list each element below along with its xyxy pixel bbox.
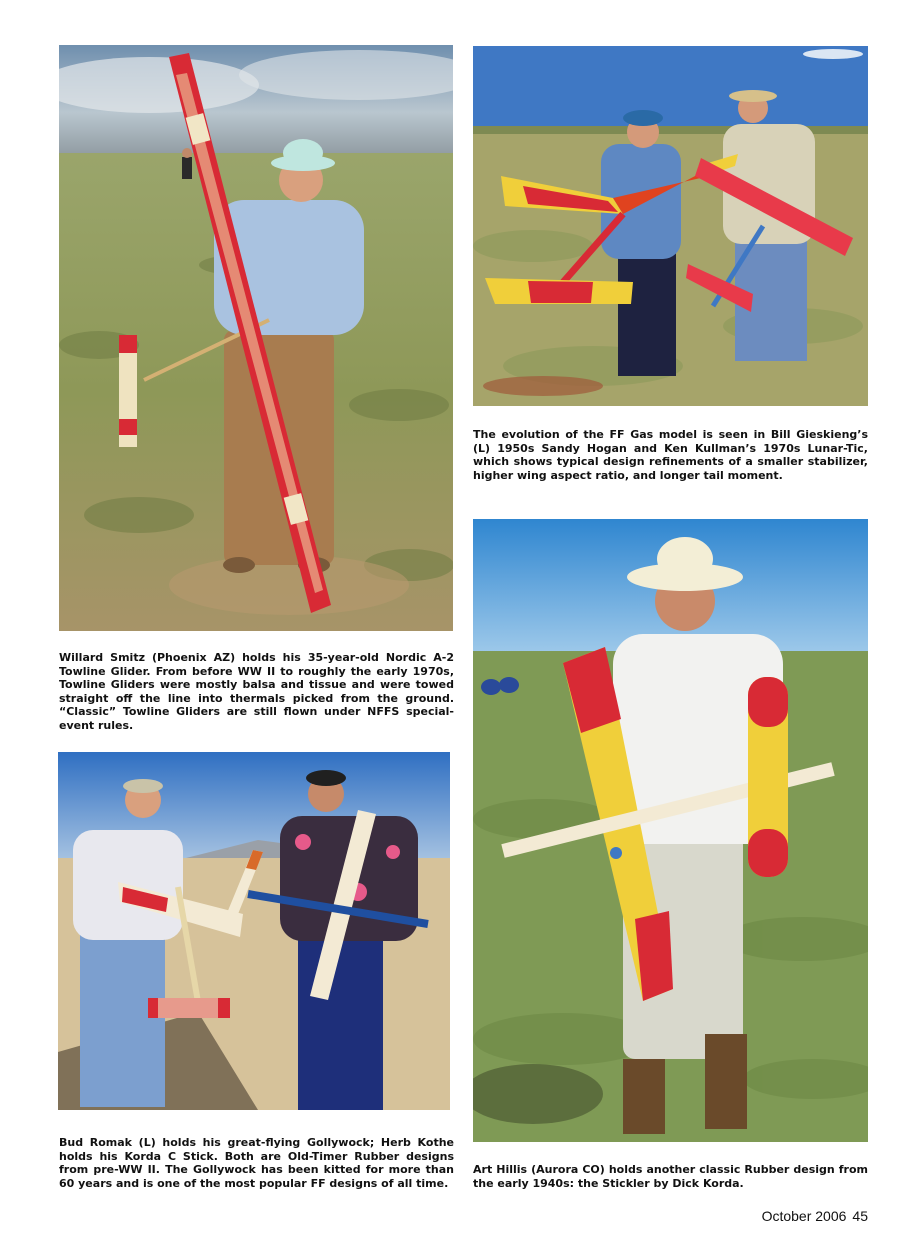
- caption-towline-glider: Willard Smitz (Phoenix AZ) holds his 35-year-old Nordic A-2 Towline Glider. From before WW II to roughly the early 1970s, Towline Gliders were mostly balsa and tissue and were towed straight off the line into thermals picked from the ground. “Classic” Towline Gliders are still flown under NFFS special-event rules.: [59, 651, 454, 732]
- photo-stickler: [473, 519, 868, 1142]
- rubber-models-image: [58, 752, 450, 1110]
- photo-towline-glider: [59, 45, 453, 631]
- caption-gas-models: The evolution of the FF Gas model is seen in Bill Gieskieng’s (L) 1950s Sandy Hogan and Ken Kullman’s 1970s Lunar-Tic, which shows typical design refinements of a smaller stabilizer, higher wing aspect ratio, and longer tail moment.: [473, 428, 868, 482]
- towline-glider-image: [59, 45, 453, 631]
- photo-gas-models: [473, 46, 868, 406]
- folio-issue: October 2006: [761, 1208, 847, 1224]
- caption-stickler: Art Hillis (Aurora CO) holds another classic Rubber design from the early 1940s: the Stickler by Dick Korda.: [473, 1163, 868, 1190]
- caption-rubber-models: Bud Romak (L) holds his great-flying Gollywock; Herb Kothe holds his Korda C Stick. Both are Old-Timer Rubber designs from pre-WW II. The Gollywock has been kitted for more than 60 years and is one of the most popular FF designs of all time.: [59, 1136, 454, 1190]
- folio-page-number: 45: [852, 1208, 868, 1224]
- photo-rubber-models: [58, 752, 450, 1110]
- page-folio: [756, 1208, 868, 1224]
- stickler-image: [473, 519, 868, 1142]
- gas-models-image: [473, 46, 868, 406]
